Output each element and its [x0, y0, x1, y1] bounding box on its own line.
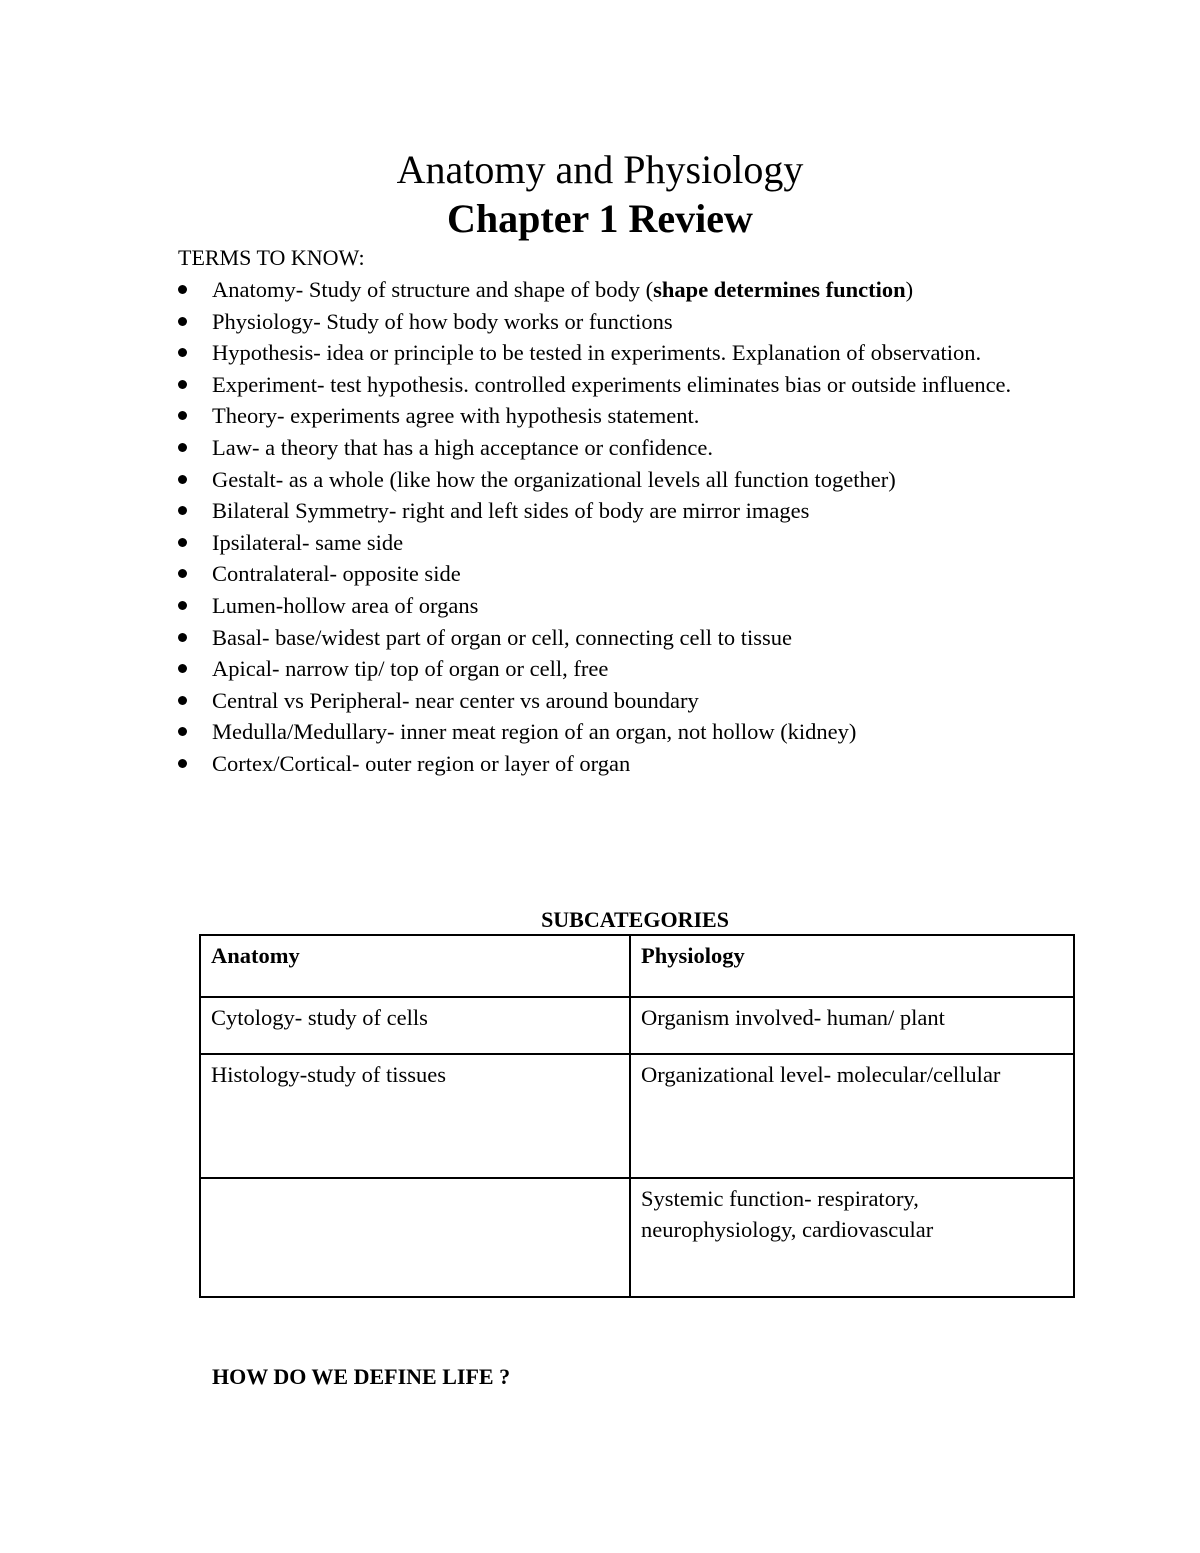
list-item [178, 685, 1078, 717]
term-text: Law- a theory that has a high acceptance or confidence. [212, 434, 713, 460]
list-item [178, 464, 1078, 496]
term-text-end: ) [905, 277, 914, 302]
table-cell: Cytology- study of cells [200, 997, 630, 1054]
list-item [178, 432, 1078, 464]
subcategories-table [199, 934, 1075, 1298]
list-item [178, 590, 1078, 622]
table-cell: Organizational level- molecular/cellular [630, 1054, 1074, 1178]
list-item [178, 495, 1078, 527]
list-item [178, 748, 1078, 780]
table-row [200, 997, 1074, 1054]
term-text: Apical- narrow tip/ top of organ or cell, free [212, 656, 609, 682]
term-text: Hypothesis- idea or principle to be tested in experiments. Explanation of observation. [212, 340, 982, 366]
list-item [178, 622, 1078, 654]
term-text: Central vs Peripheral- near center vs around boundary [212, 687, 699, 713]
list-item [178, 369, 1078, 401]
table-row [200, 1178, 1074, 1297]
term-text: Physiology- Study of how body works or functions [212, 308, 673, 334]
list-item [178, 306, 1078, 338]
list-item [178, 274, 1078, 306]
terms-heading: TERMS TO KNOW: [178, 245, 365, 270]
term-text: Anatomy- Study of structure and shape of body ( [212, 277, 654, 302]
term-text: Ipsilateral- same side [212, 529, 404, 555]
term-text: Bilateral Symmetry- right and left sides of body are mirror images [212, 498, 810, 524]
term-text: Cortex/Cortical- outer region or layer of organ [212, 750, 631, 776]
term-text: Lumen-hollow area of organs [212, 592, 479, 618]
term-text: Medulla/Medullary- inner meat region of an organ, not hollow (kidney) [212, 719, 857, 745]
term-emphasis: shape determines function [653, 277, 906, 302]
table-header-row [200, 935, 1074, 997]
list-item [178, 558, 1078, 590]
list-item [178, 653, 1078, 685]
list-item [178, 527, 1078, 559]
define-life-question: HOW DO WE DEFINE LIFE ? [212, 1364, 511, 1389]
terms-list [178, 274, 1078, 780]
term-text: Theory- experiments agree with hypothesis statement. [212, 403, 700, 429]
list-item [178, 400, 1078, 432]
table-cell [200, 1178, 630, 1297]
document-subtitle: Chapter 1 Review [447, 196, 753, 241]
header-physiology: Physiology [630, 935, 1074, 997]
term-text: Experiment- test hypothesis. controlled experiments eliminates bias or outside influence. [212, 371, 1012, 397]
term-text: Contralateral- opposite side [212, 561, 461, 587]
list-item [178, 716, 1078, 748]
term-text: Basal- base/widest part of organ or cell, connecting cell to tissue [212, 624, 793, 650]
table-cell: Histology-study of tissues [200, 1054, 630, 1178]
table-cell: Systemic function- respiratory, neurophysiology, cardiovascular [630, 1178, 1074, 1297]
header-anatomy: Anatomy [200, 935, 630, 997]
document-title: Anatomy and Physiology [396, 147, 804, 192]
table-row [200, 1054, 1074, 1178]
term-text: Gestalt- as a whole (like how the organizational levels all function together) [212, 466, 896, 492]
table-cell: Organism involved- human/ plant [630, 997, 1074, 1054]
subcategories-heading: SUBCATEGORIES [541, 907, 729, 932]
list-item [178, 337, 1078, 369]
